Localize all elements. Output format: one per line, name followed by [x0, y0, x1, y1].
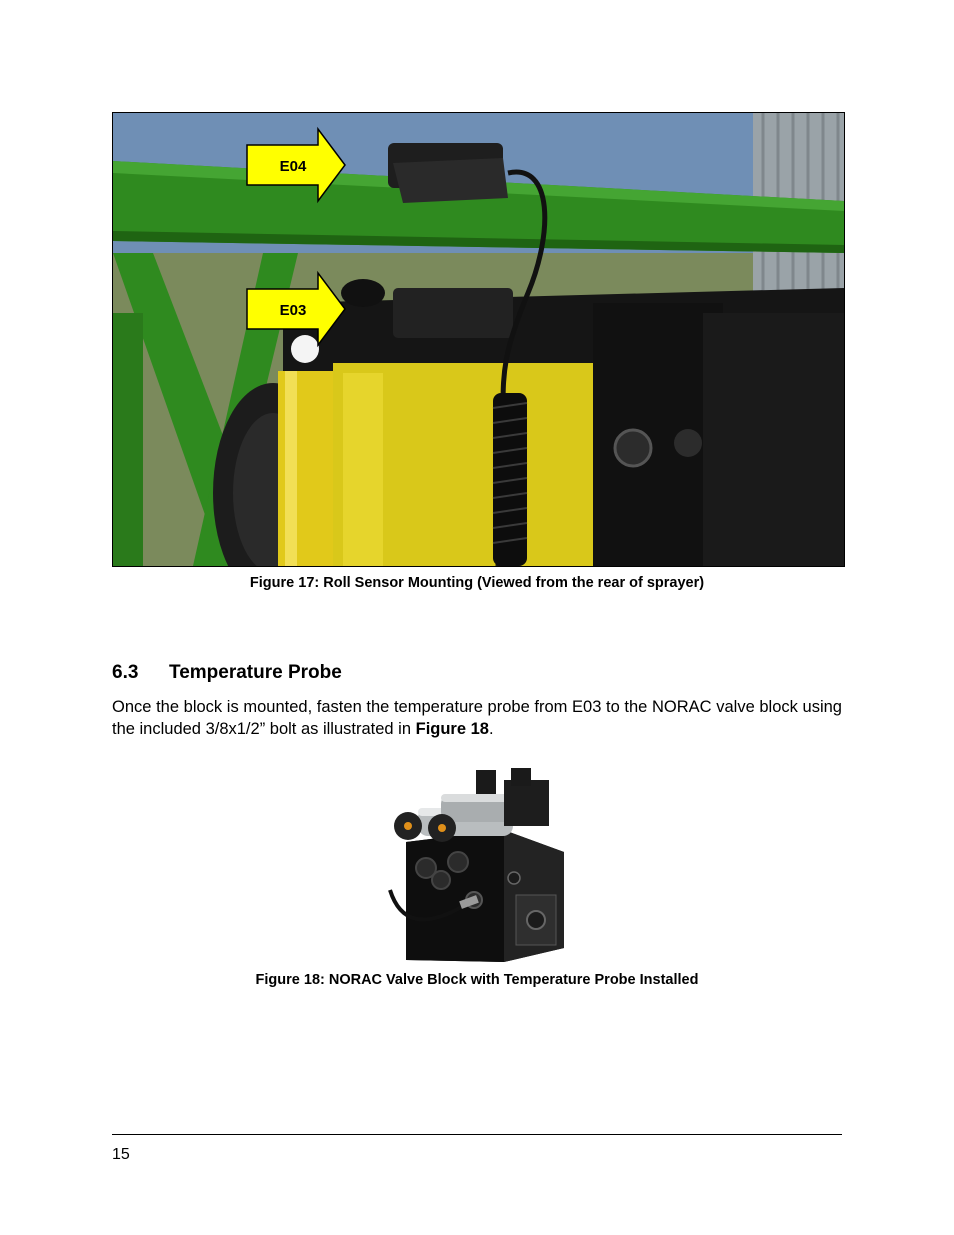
page-number: 15 — [112, 1146, 130, 1163]
body-text: Once the block is mounted, fasten the temperature probe from E03 to the NORAC valve block using the included 3/8x1/2” bolt as illustrated in — [112, 698, 842, 738]
figure-17-caption: Figure 17: Roll Sensor Mounting (Viewed from the rear of sprayer) — [249, 575, 705, 591]
figure-17-photo — [112, 112, 845, 567]
footer-divider — [112, 1134, 842, 1135]
roll-sensor-photo-illustration — [113, 113, 844, 566]
section-number: 6.3 — [112, 662, 139, 683]
figure-reference: Figure 18 — [415, 720, 489, 738]
body-text-end: . — [488, 720, 494, 738]
figure-18-valve-block — [386, 760, 568, 965]
section-title: Temperature Probe — [169, 662, 342, 683]
arrow-e04-label: E04 — [279, 158, 307, 175]
valve-block-illustration — [386, 760, 568, 965]
arrow-e03-label: E03 — [279, 302, 307, 319]
section-heading — [112, 662, 342, 684]
figure-18-caption: Figure 18: NORAC Valve Block with Temperature Probe Installed — [255, 972, 699, 988]
section-body — [112, 696, 842, 740]
